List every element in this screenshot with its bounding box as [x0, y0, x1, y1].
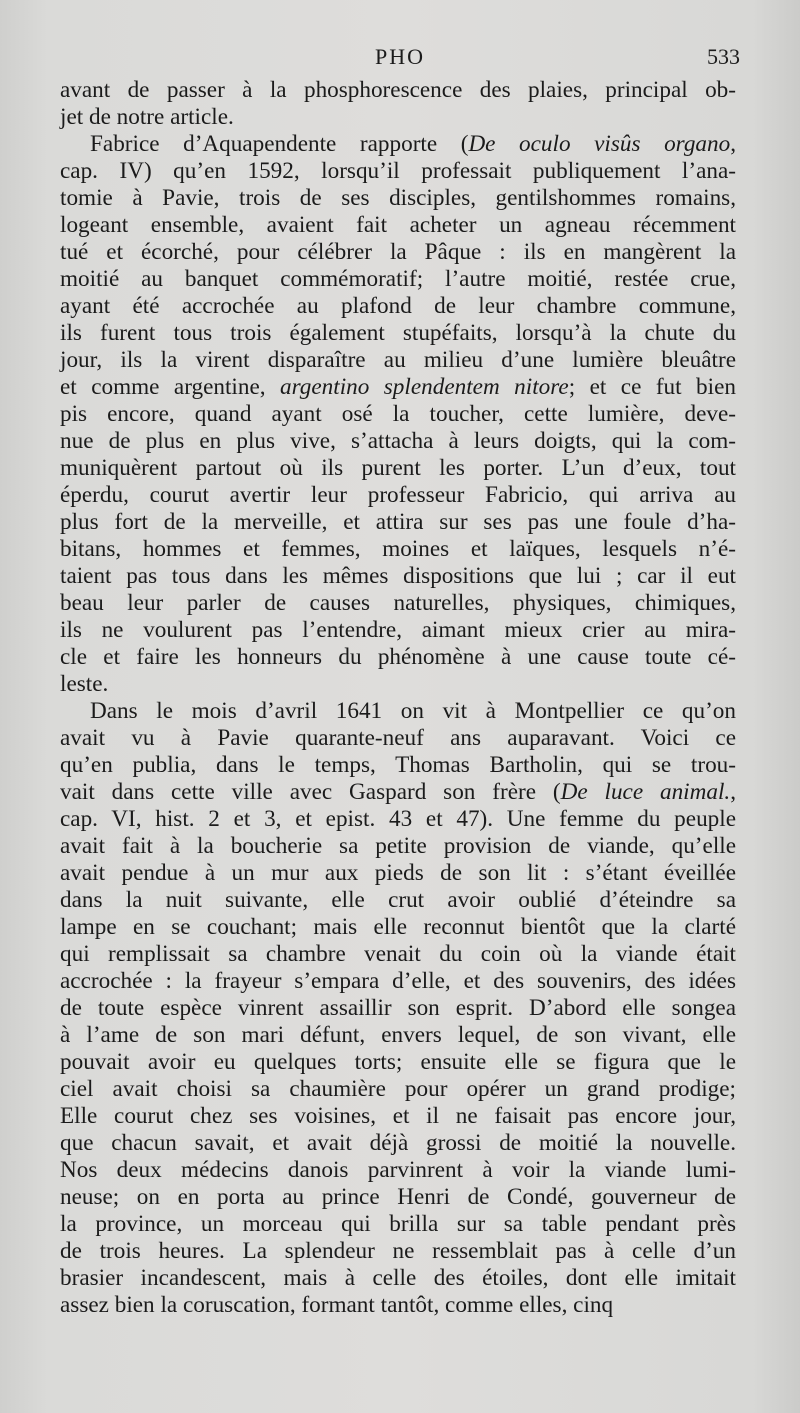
text-line: dans la nuit suivante, elle crut avoir oublié d’éteindre sa [60, 887, 736, 913]
text-line: de toute espèce vinrent assaillir son esprit. D’abord elle songea [60, 995, 736, 1021]
text-line: de trois heures. La splendeur ne ressemblait pas à celle d’un [60, 1238, 736, 1264]
text-line: avait vu à Pavie quarante-neuf ans auparavant. Voici ce [60, 725, 736, 751]
text-line: logeant ensemble, avaient fait acheter un agneau récemment [60, 212, 736, 238]
text-line: pis encore, quand ayant osé la toucher, cette lumière, deve- [60, 401, 736, 427]
text-line: et comme argentine, argentino splendentem nitore; et ce fut bien [60, 374, 736, 400]
text-line: muniquèrent partout où ils purent les porter. L’un d’eux, tout [60, 455, 736, 481]
text-line: beau leur parler de causes naturelles, physiques, chimiques, [60, 590, 736, 616]
text-line: avait fait à la boucherie sa petite provision de viande, qu’elle [60, 833, 736, 859]
text-line: accrochée : la frayeur s’empara d’elle, et des souvenirs, des idées [60, 968, 736, 994]
text-line: Elle courut chez ses voisines, et il ne faisait pas encore jour, [60, 1103, 736, 1129]
text-line: cle et faire les honneurs du phénomène à une cause toute cé- [60, 644, 736, 670]
text-line: avait pendue à un mur aux pieds de son lit : s’étant éveillée [60, 860, 736, 886]
text-line: qu’en publia, dans le temps, Thomas Bartholin, qui se trou- [60, 752, 736, 778]
text-line: tomie à Pavie, trois de ses disciples, gentilshommes romains, [60, 185, 736, 211]
text-line: ciel avait choisi sa chaumière pour opérer un grand prodige; [60, 1076, 736, 1102]
text-line: ils ne voulurent pas l’entendre, aimant mieux crier au mira- [60, 617, 736, 643]
text-line: Fabrice d’Aquapendente rapporte (De oculo visûs organo, [90, 131, 736, 157]
text-line: éperdu, courut avertir leur professeur Fabricio, qui arriva au [60, 482, 736, 508]
text-line: qui remplissait sa chambre venait du coin où la viande était [60, 941, 736, 967]
paragraph-montpellier [60, 698, 736, 1319]
text-line: Nos deux médecins danois parvinrent à voir la viande lumi- [60, 1157, 736, 1183]
text-line: plus fort de la merveille, et attira sur ses pas une foule d’ha- [60, 509, 736, 535]
running-head: PHO [374, 44, 425, 69]
text-line: vait dans cette ville avec Gaspard son frère (De luce animal., [60, 779, 736, 805]
text-line: tué et écorché, pour célébrer la Pâque : ils en mangèrent la [60, 239, 736, 265]
page-number: 533 [707, 44, 740, 69]
text-line: bitans, hommes et femmes, moines et laïques, lesquels n’é- [60, 536, 736, 562]
text-line: que chacun savait, et avait déjà grossi de moitié la nouvelle. [60, 1130, 736, 1156]
text-line: leste. [60, 671, 109, 697]
paragraph-fabrice [60, 131, 736, 698]
text-line: cap. VI, hist. 2 et 3, et epist. 43 et 47). Une femme du peuple [60, 806, 736, 832]
text-line: Dans le mois d’avril 1641 on vit à Montpellier ce qu’on [90, 698, 736, 724]
text-line: jet de notre article. [60, 104, 234, 130]
page-header [60, 44, 740, 74]
text-line: ayant été accrochée au plafond de leur chambre commune, [60, 293, 736, 319]
text-line: ils furent tous trois également stupéfaits, lorsqu’à la chute du [60, 320, 736, 346]
text-line: assez bien la coruscation, formant tantôt, comme elles, cinq [60, 1292, 614, 1318]
text-line: nue de plus en plus vive, s’attacha à leurs doigts, qui la com- [60, 428, 736, 454]
text-line: la province, un morceau qui brilla sur sa table pendant près [60, 1211, 736, 1237]
paragraph-continuation [60, 77, 736, 131]
text-line: avant de passer à la phosphorescence des plaies, principal ob- [60, 77, 736, 103]
text-line: à l’ame de son mari défunt, envers lequel, de son vivant, elle [60, 1022, 736, 1048]
text-line: jour, ils la virent disparaître au milieu d’une lumière bleuâtre [60, 347, 736, 373]
text-line: neuse; on en porta au prince Henri de Condé, gouverneur de [60, 1184, 736, 1210]
page-body [60, 77, 736, 1319]
text-line: moitié au banquet commémoratif; l’autre moitié, restée crue, [60, 266, 736, 292]
text-line: pouvait avoir eu quelques torts; ensuite elle se figura que le [60, 1049, 736, 1075]
text-line: cap. IV) qu’en 1592, lorsqu’il professait publiquement l’ana- [60, 158, 736, 184]
text-line: taient pas tous dans les mêmes dispositions que lui ; car il eut [60, 563, 736, 589]
text-line: lampe en se couchant; mais elle reconnut bientôt que la clarté [60, 914, 736, 940]
text-line: brasier incandescent, mais à celle des étoiles, dont elle imitait [60, 1265, 736, 1291]
